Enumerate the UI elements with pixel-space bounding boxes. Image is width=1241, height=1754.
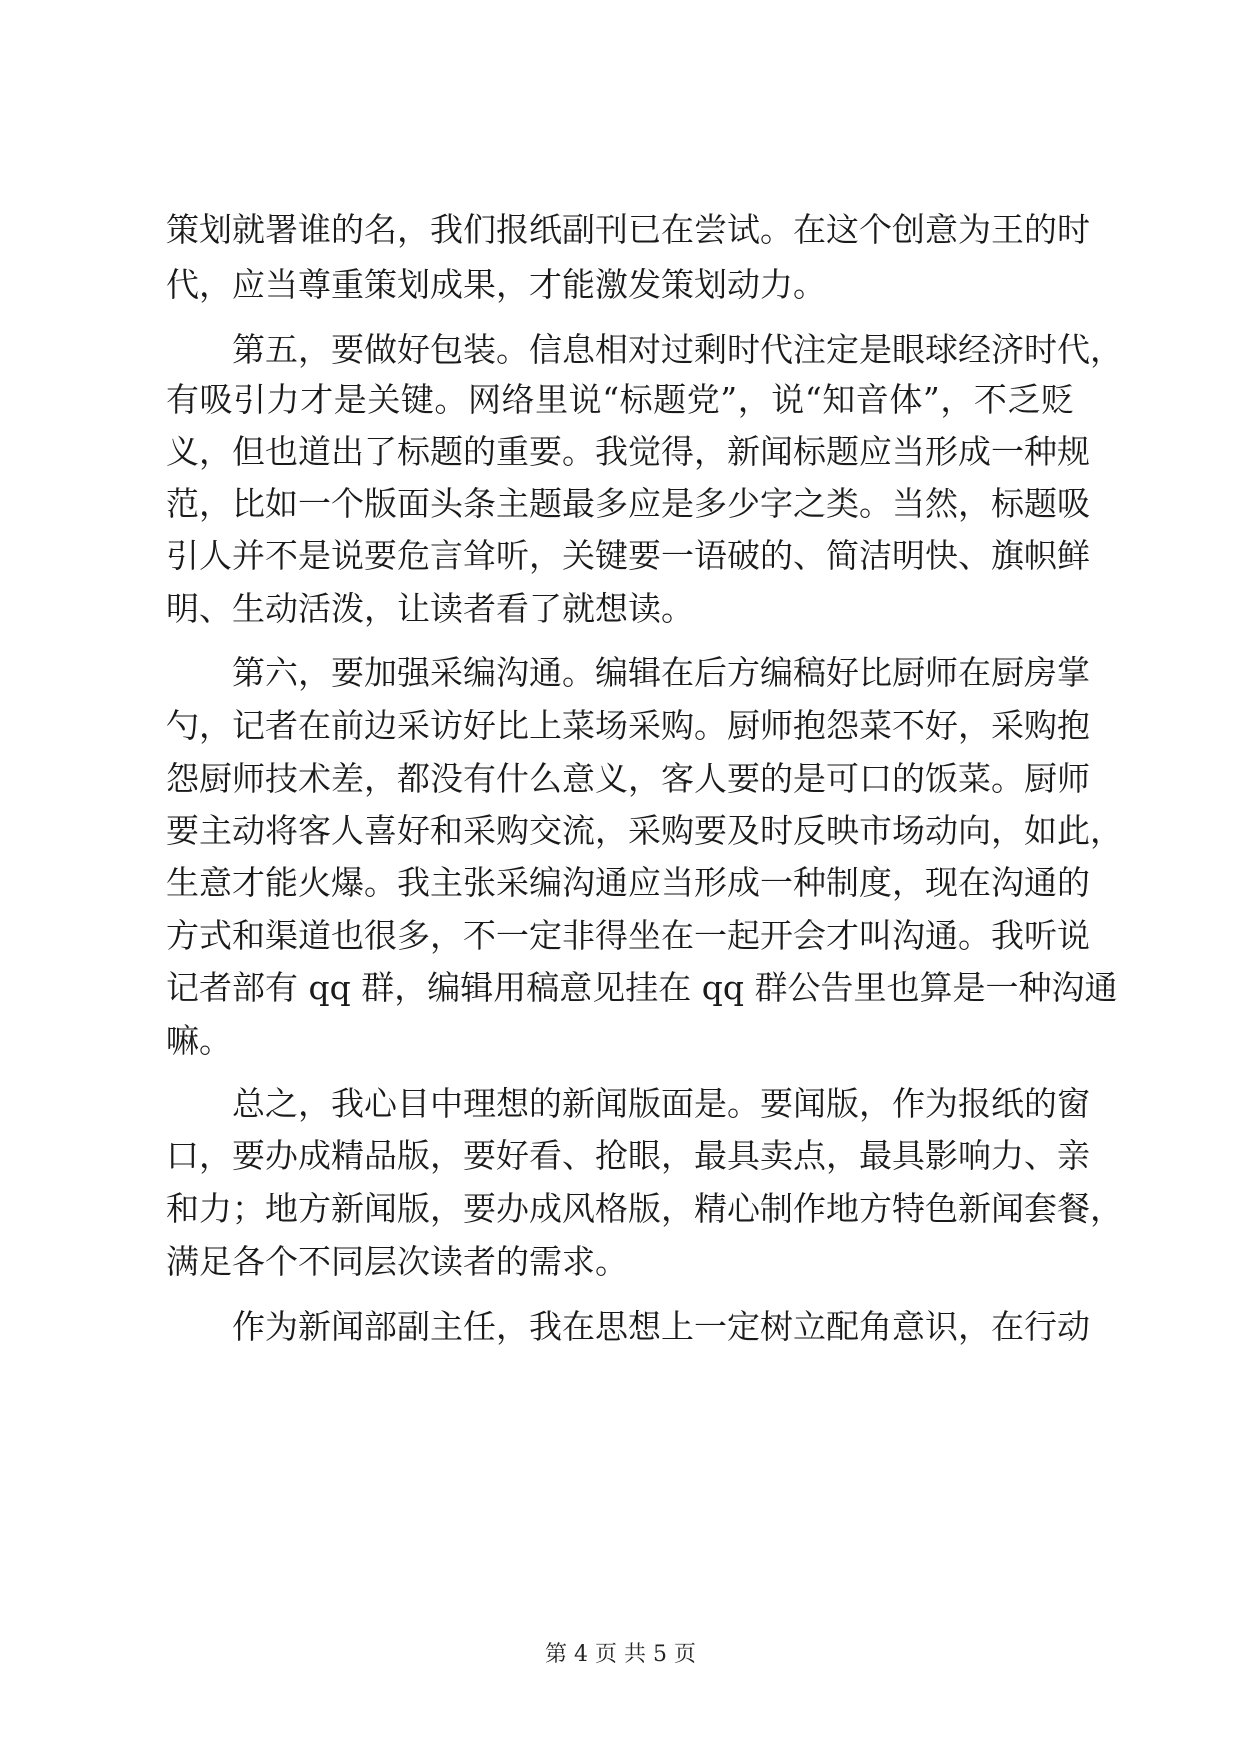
- text-line: 勺，记者在前边采访好比上菜场采购。厨师抱怨菜不好，采购抱: [166, 706, 1090, 745]
- text-line: 要主动将客人喜好和采购交流，采购要及时反映市场动向，如此，: [166, 811, 1123, 850]
- text-line: 口，要办成精品版，要好看、抢眼，最具卖点，最具影响力、亲: [166, 1136, 1090, 1175]
- page-number-footer: 第 4 页 共 5 页: [545, 1642, 696, 1667]
- text-line: 方式和渠道也很多，不一定非得坐在一起开会才叫沟通。我听说: [166, 916, 1090, 955]
- text-line: 义，但也道出了标题的重要。我觉得，新闻标题应当形成一种规: [166, 432, 1090, 471]
- text-line: 生意才能火爆。我主张采编沟通应当形成一种制度，现在沟通的: [166, 863, 1090, 902]
- text-line: 明、生动活泼，让读者看了就想读。: [166, 589, 694, 628]
- text-line: 满足各个不同层次读者的需求。: [166, 1242, 628, 1281]
- text-line: 嘛。: [166, 1021, 232, 1060]
- paragraph-first-line: 第六，要加强采编沟通。编辑在后方编稿好比厨师在厨房掌: [232, 653, 1090, 692]
- text-line: 范，比如一个版面头条主题最多应是多少字之类。当然，标题吸: [166, 484, 1090, 523]
- paragraph-first-line: 第五，要做好包装。信息相对过剩时代注定是眼球经济时代，: [232, 330, 1123, 369]
- text-line: 记者部有 qq 群，编辑用稿意见挂在 qq 群公告里也算是一种沟通: [166, 968, 1118, 1007]
- text-line: 引人并不是说要危言耸听，关键要一语破的、简洁明快、旗帜鲜: [166, 536, 1090, 575]
- paragraph-first-line: 总之，我心目中理想的新闻版面是。要闻版，作为报纸的窗: [232, 1084, 1090, 1123]
- text-line: 策划就署谁的名，我们报纸副刊已在尝试。在这个创意为王的时: [166, 210, 1090, 249]
- text-line: 和力；地方新闻版，要办成风格版，精心制作地方特色新闻套餐，: [166, 1189, 1123, 1228]
- text-line: 代，应当尊重策划成果，才能激发策划动力。: [166, 265, 826, 304]
- text-line: 有吸引力才是关键。网络里说“标题党”，说“知音体”，不乏贬: [166, 380, 1074, 419]
- paragraph-first-line: 作为新闻部副主任，我在思想上一定树立配角意识，在行动: [232, 1307, 1090, 1346]
- text-line: 怨厨师技术差，都没有什么意义，客人要的是可口的饭菜。厨师: [166, 759, 1090, 798]
